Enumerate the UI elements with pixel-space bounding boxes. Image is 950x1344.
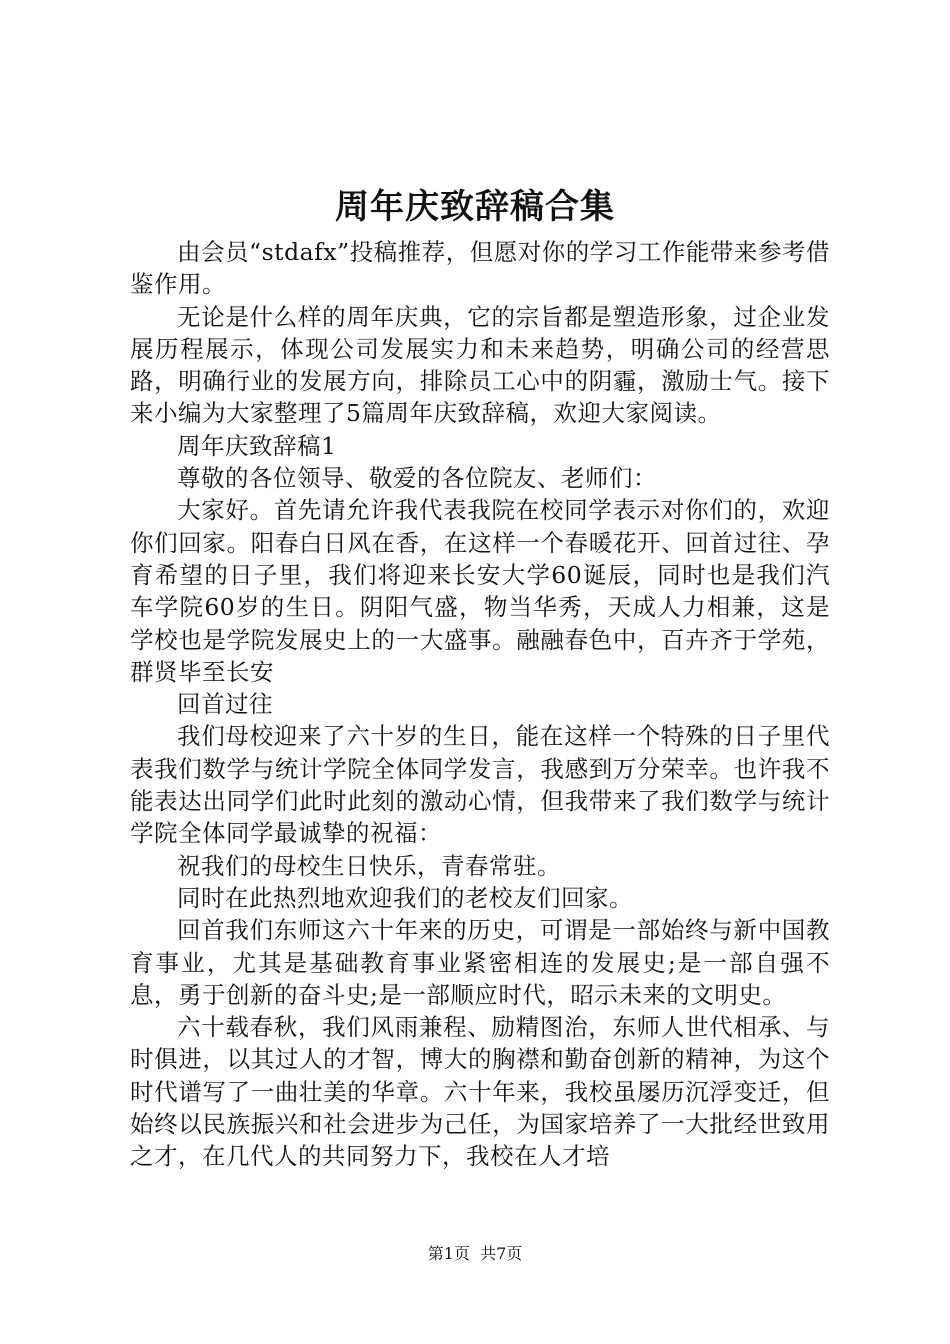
page-number: 第1页 <box>427 1244 470 1263</box>
paragraph: 我们母校迎来了六十岁的生日，能在这样一个特殊的日子里代表我们数学与统计学院全体同学发言，我感到万分荣幸。也许我不能表达出同学们此时此刻的激动心情，但我带来了我们数学与统计学院全体同学最诚挚的祝福： <box>130 722 830 848</box>
document-title: 周年庆致辞稿合集 <box>335 187 615 227</box>
page-total: 共7页 <box>480 1244 523 1263</box>
paragraph: 回首我们东师这六十年来的历史，可谓是一部始终与新中国教育事业，尤其是基础教育事业紧密相连的发展史;是一部自强不息，勇于创新的奋斗史;是一部顺应时代，昭示未来的文明史。 <box>130 916 830 1009</box>
paragraph: 大家好。首先请允许我代表我院在校同学表示对你们的，欢迎你们回家。阳春白日风在香，在这样一个春暖花开、回首过往、孕育希望的日子里，我们将迎来长安大学60诞辰，同时也是我们汽车学院60岁的生日。阴阳气盛，物当华秀，天成人力相兼，这是学校也是学院发展史上的一大盛事。融融春色中，百卉齐于学苑，群贤毕至长安 <box>130 496 830 686</box>
paragraph: 同时在此热烈地欢迎我们的老校友们回家。 <box>177 883 633 912</box>
section-heading: 回首过往 <box>177 690 273 719</box>
paragraph: 祝我们的母校生日快乐，青春常驻。 <box>177 851 561 880</box>
paragraph: 无论是什么样的周年庆典，它的宗旨都是塑造形象，过企业发展历程展示，体现公司发展实力和未来趋势，明确公司的经营思路，明确行业的发展方向，排除员工心中的阴霾，激励士气。接下来小编为大家整理了5篇周年庆致辞稿，欢迎大家阅读。 <box>130 302 830 428</box>
page-footer <box>0 1243 950 1265</box>
paragraph: 六十载春秋，我们风雨兼程、励精图治，东师人世代相承、与时俱进，以其过人的才智，博大的胸襟和勤奋创新的精神，为这个时代谱写了一曲壮美的华章。六十年来，我校虽屡历沉浮变迁，但始终以民族振兴和社会进步为己任，为国家培养了一大批经世致用之才，在几代人的共同努力下，我校在人才培 <box>130 1013 830 1171</box>
section-heading: 周年庆致辞稿1 <box>177 431 337 460</box>
document-body <box>130 236 830 1173</box>
salutation: 尊敬的各位领导、敬爱的各位院友、老师们： <box>177 464 657 493</box>
paragraph: 由会员“stdafx”投稿推荐，但愿对你的学习工作能带来参考借鉴作用。 <box>130 238 830 299</box>
